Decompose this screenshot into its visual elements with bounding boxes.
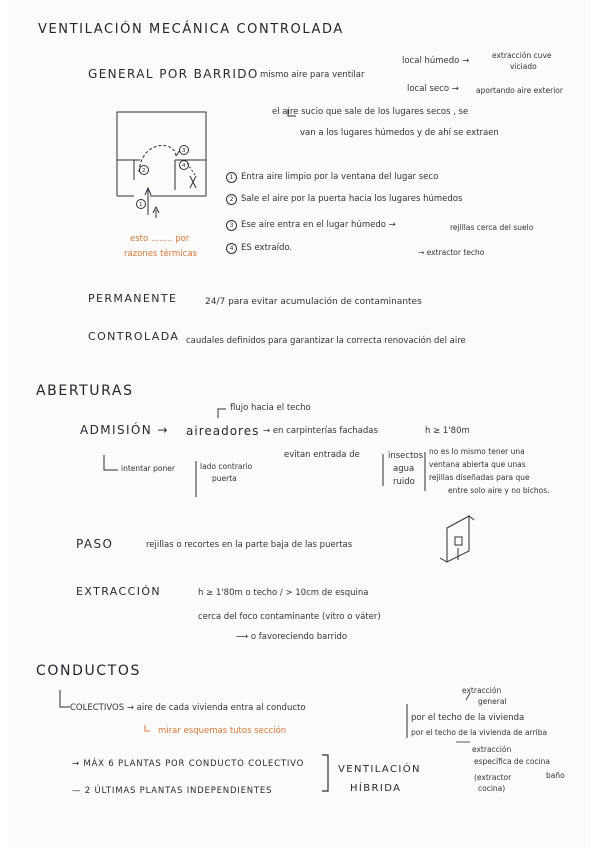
- page-title: VENTILACIÓN MECÁNICA CONTROLADA: [38, 22, 344, 37]
- step-3-note: rejillas cerca del suelo: [450, 223, 534, 232]
- step-4: [226, 243, 292, 254]
- extraccion-text-3: ⟶ o favoreciendo barrido: [236, 632, 348, 642]
- no-es-line-4: entre solo aire y no bichos.: [448, 486, 550, 495]
- paso-label: PASO: [76, 537, 114, 551]
- step-2-text: Sale el aire por la puerta hacia los lugares húmedos: [241, 194, 463, 204]
- aireadores-label: aireadores: [186, 424, 260, 438]
- note-line-2: van a los lugares húmedos y de ahí se extraen: [300, 128, 499, 138]
- controlada-label: CONTROLADA: [88, 330, 180, 343]
- conductos-heading: CONDUCTOS: [36, 663, 141, 679]
- extract-line-2: viciado: [510, 62, 537, 71]
- admision-height: h ≥ 1'80m: [425, 426, 470, 436]
- extractor-cocina-2: cocina): [478, 784, 506, 793]
- svg-text:2: 2: [142, 168, 146, 174]
- mirar-note: mirar esquemas tutos sección: [158, 726, 287, 736]
- permanente-label: PERMANENTE: [88, 292, 178, 305]
- step-1: [226, 172, 438, 183]
- extraccion-text-2: cerca del foco contaminante (vitro o váter): [198, 612, 381, 622]
- evitan-note: evitan entrada de: [284, 450, 360, 460]
- extraccion-general-2: general: [478, 697, 507, 706]
- max-plantas: → MÁX 6 PLANTAS POR CONDUCTO COLECTIVO: [72, 759, 305, 769]
- aberturas-heading: ABERTURAS: [36, 383, 134, 399]
- permanente-text: 24/7 para evitar acumulación de contaminantes: [205, 297, 422, 307]
- no-es-line-2: ventana abierta que unas: [429, 460, 526, 469]
- extract-line-1: extracción cuve: [492, 51, 552, 60]
- evitan-item-ruido: ruido: [393, 477, 415, 487]
- step-2: [226, 194, 462, 205]
- techo-line-1: por el techo de la vivienda: [411, 713, 525, 723]
- techo-line-2: por el techo de la vivienda de arriba: [411, 728, 548, 737]
- step-3-num: 3: [226, 220, 237, 231]
- ultimas-plantas: — 2 ÚLTIMAS PLANTAS INDEPENDIENTES: [72, 786, 273, 796]
- svg-text:1: 1: [139, 202, 143, 208]
- step-4-note: → extractor techo: [418, 248, 485, 257]
- admision-detail: → en carpinterías fachadas: [263, 426, 378, 436]
- step-2-num: 2: [226, 194, 237, 205]
- svg-text:4: 4: [182, 163, 186, 169]
- no-es-line-1: no es lo mismo tener una: [429, 447, 525, 456]
- svg-text:3: 3: [182, 148, 186, 154]
- extraccion-text-1: h ≥ 1'80m o techo / > 10cm de esquina: [198, 588, 369, 598]
- general-desc: mismo aire para ventilar: [260, 70, 365, 80]
- diagram-note-1: esto ........ por: [130, 234, 190, 244]
- lado-note-2: puerta: [212, 474, 237, 483]
- extraccion-label: EXTRACCIÓN: [76, 585, 162, 598]
- dry-line: local seco →: [407, 84, 459, 94]
- step-4-num: 4: [226, 243, 237, 254]
- flujo-note: flujo hacia el techo: [230, 403, 311, 413]
- ventilacion-hibrida-2: HÍBRIDA: [350, 783, 402, 794]
- extraccion-esp-3: baño: [546, 771, 565, 780]
- extraccion-esp-1: extracción: [472, 745, 512, 754]
- general-label: GENERAL POR BARRIDO: [88, 67, 259, 81]
- step-4-text: ES extraído.: [241, 243, 293, 253]
- extractor-cocina-1: (extractor: [474, 773, 512, 782]
- evitan-item-insectos: insectos: [388, 451, 424, 461]
- step-1-num: 1: [226, 172, 237, 183]
- dry-result: aportando aire exterior: [476, 86, 563, 95]
- colectivos-line: COLECTIVOS → aire de cada vivienda entra al conducto: [70, 703, 306, 713]
- step-3-text: Ese aire entra en el lugar húmedo →: [241, 220, 396, 230]
- no-es-line-3: rejillas diseñadas para que: [429, 473, 530, 482]
- step-1-text: Entra aire limpio por la ventana del lugar seco: [241, 172, 439, 182]
- extraccion-general-1: extracción: [462, 686, 502, 695]
- note-line-1: el aire sucio que sale de los lugares secos , se: [272, 107, 469, 117]
- extraccion-esp-2: específica de cocina: [474, 757, 550, 766]
- lado-note-1: lado contrario: [200, 462, 253, 471]
- ventilacion-hibrida-1: VENTILACIÓN: [338, 764, 421, 775]
- diagram-note-2: razones térmicas: [124, 249, 197, 259]
- evitan-item-agua: agua: [393, 464, 415, 474]
- paso-text: rejillas o recortes en la parte baja de las puertas: [146, 540, 353, 550]
- controlada-text: caudales definidos para garantizar la correcta renovación del aire: [186, 336, 466, 346]
- intentar-note: intentar poner: [121, 464, 175, 473]
- humid-line: local húmedo →: [402, 56, 470, 66]
- step-3: [226, 220, 396, 231]
- admision-label: ADMISIÓN →: [80, 423, 169, 437]
